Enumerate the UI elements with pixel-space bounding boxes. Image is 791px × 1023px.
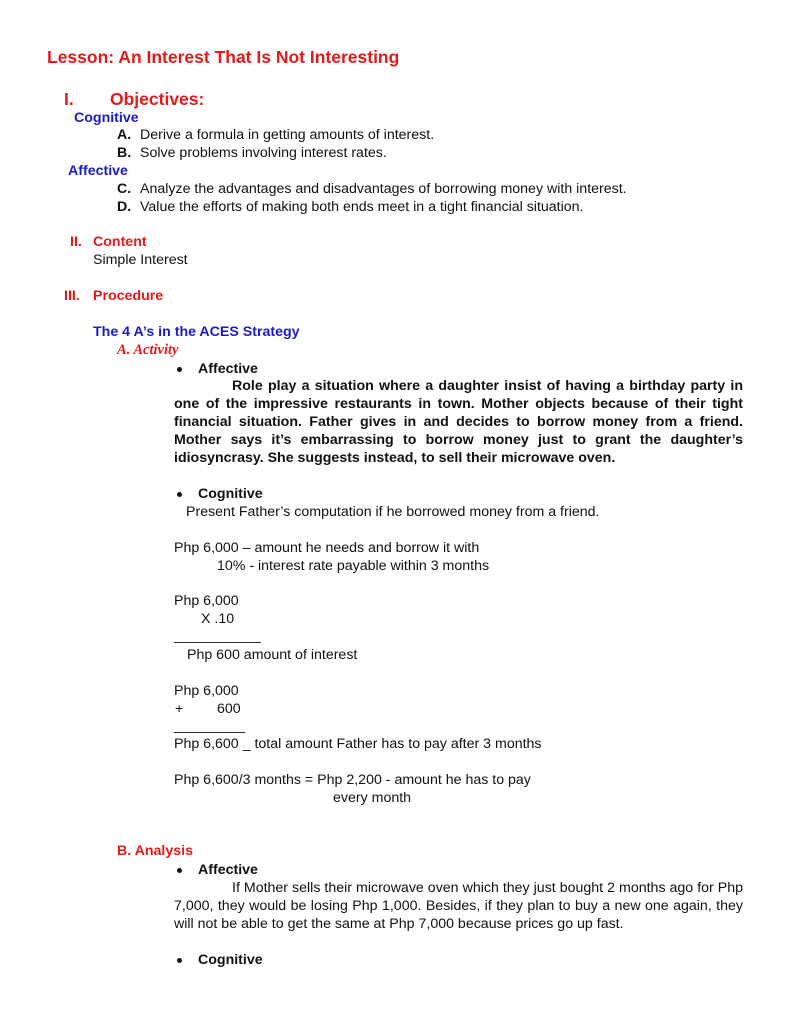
analysis-cognitive-label: Cognitive — [198, 952, 263, 968]
plus-sign: + — [175, 701, 184, 717]
objective-text: Analyze the advantages and disadvantages of borrowing money with interest. — [140, 181, 627, 197]
procedure-heading: Procedure — [93, 288, 164, 304]
calc-line: every month — [333, 790, 412, 806]
objective-text: Derive a formula in getting amounts of interest. — [140, 127, 435, 143]
calc-line: Php 6,000 — [174, 593, 239, 609]
calc-line: Php 6,000 — [174, 683, 239, 699]
activity-affective-label: Affective — [198, 361, 258, 377]
calc-rule: _________ — [174, 718, 246, 734]
calc-rule: ___________ — [174, 628, 261, 644]
objective-text: Value the efforts of making both ends meet in a tight financial situation. — [140, 199, 584, 215]
objective-letter: A. — [117, 127, 132, 143]
cognitive-intro: Present Father’s computation if he borrowed money from a friend. — [186, 504, 600, 520]
objective-text: Solve problems involving interest rates. — [140, 145, 387, 161]
lesson-title: Lesson: An Interest That Is Not Interesting — [47, 47, 400, 67]
analysis-affective-text: If Mother sells their microwave oven which they just bought 2 months ago for Php 7,000, they would be losing Php 1,000. Besides, if they plan to buy a new one again, they will not be able to get the same at Php 7,000 because prices go up fast. — [174, 880, 743, 932]
activity-affective-text: Role play a situation where a daughter insist of having a birthday party in one of the impressive restaurants in town. Mother objects because of their tight financial situation. Father gives in and decides to borrow money from a friend. Mother says it’s embarrassing to borrow money just to grant the daughter’s idiosyncrasy. She suggests instead, to sell their microwave oven. — [174, 378, 743, 466]
calc-line: Php 600 amount of interest — [187, 647, 358, 663]
objective-letter: B. — [117, 145, 132, 161]
cognitive-label: Cognitive — [74, 110, 139, 126]
calc-line: Php 6,600 _ total amount Father has to pay after 3 months — [174, 736, 542, 752]
bullet-icon — [177, 367, 182, 372]
procedure-numeral: III. — [64, 288, 80, 304]
calc-line: X .10 — [201, 611, 235, 627]
bullet-icon — [177, 492, 182, 497]
strategy-heading: The 4 A’s in the ACES Strategy — [93, 324, 300, 340]
bullet-icon — [177, 868, 182, 873]
calc-line: 600 — [217, 701, 241, 717]
activity-heading: A. Activity — [117, 342, 179, 358]
content-heading: Content — [93, 234, 147, 250]
bullet-icon — [177, 958, 182, 963]
objectives-heading: Objectives: — [110, 89, 205, 109]
analysis-heading: B. Analysis — [117, 843, 193, 859]
activity-affective-paragraph — [174, 377, 743, 467]
analysis-affective-label: Affective — [198, 862, 258, 878]
activity-cognitive-label: Cognitive — [198, 486, 263, 502]
calc-line: 10% - interest rate payable within 3 months — [217, 558, 490, 574]
objective-letter: D. — [117, 199, 132, 215]
calc-line: Php 6,000 – amount he needs and borrow it with — [174, 540, 480, 556]
affective-label: Affective — [68, 163, 128, 179]
analysis-affective-paragraph — [174, 879, 743, 933]
objectives-numeral: I. — [64, 89, 74, 109]
calc-line: Php 6,600/3 months = Php 2,200 - amount he has to pay — [174, 772, 531, 788]
content-numeral: II. — [70, 234, 82, 250]
content-text: Simple Interest — [93, 252, 188, 268]
objective-letter: C. — [117, 181, 132, 197]
